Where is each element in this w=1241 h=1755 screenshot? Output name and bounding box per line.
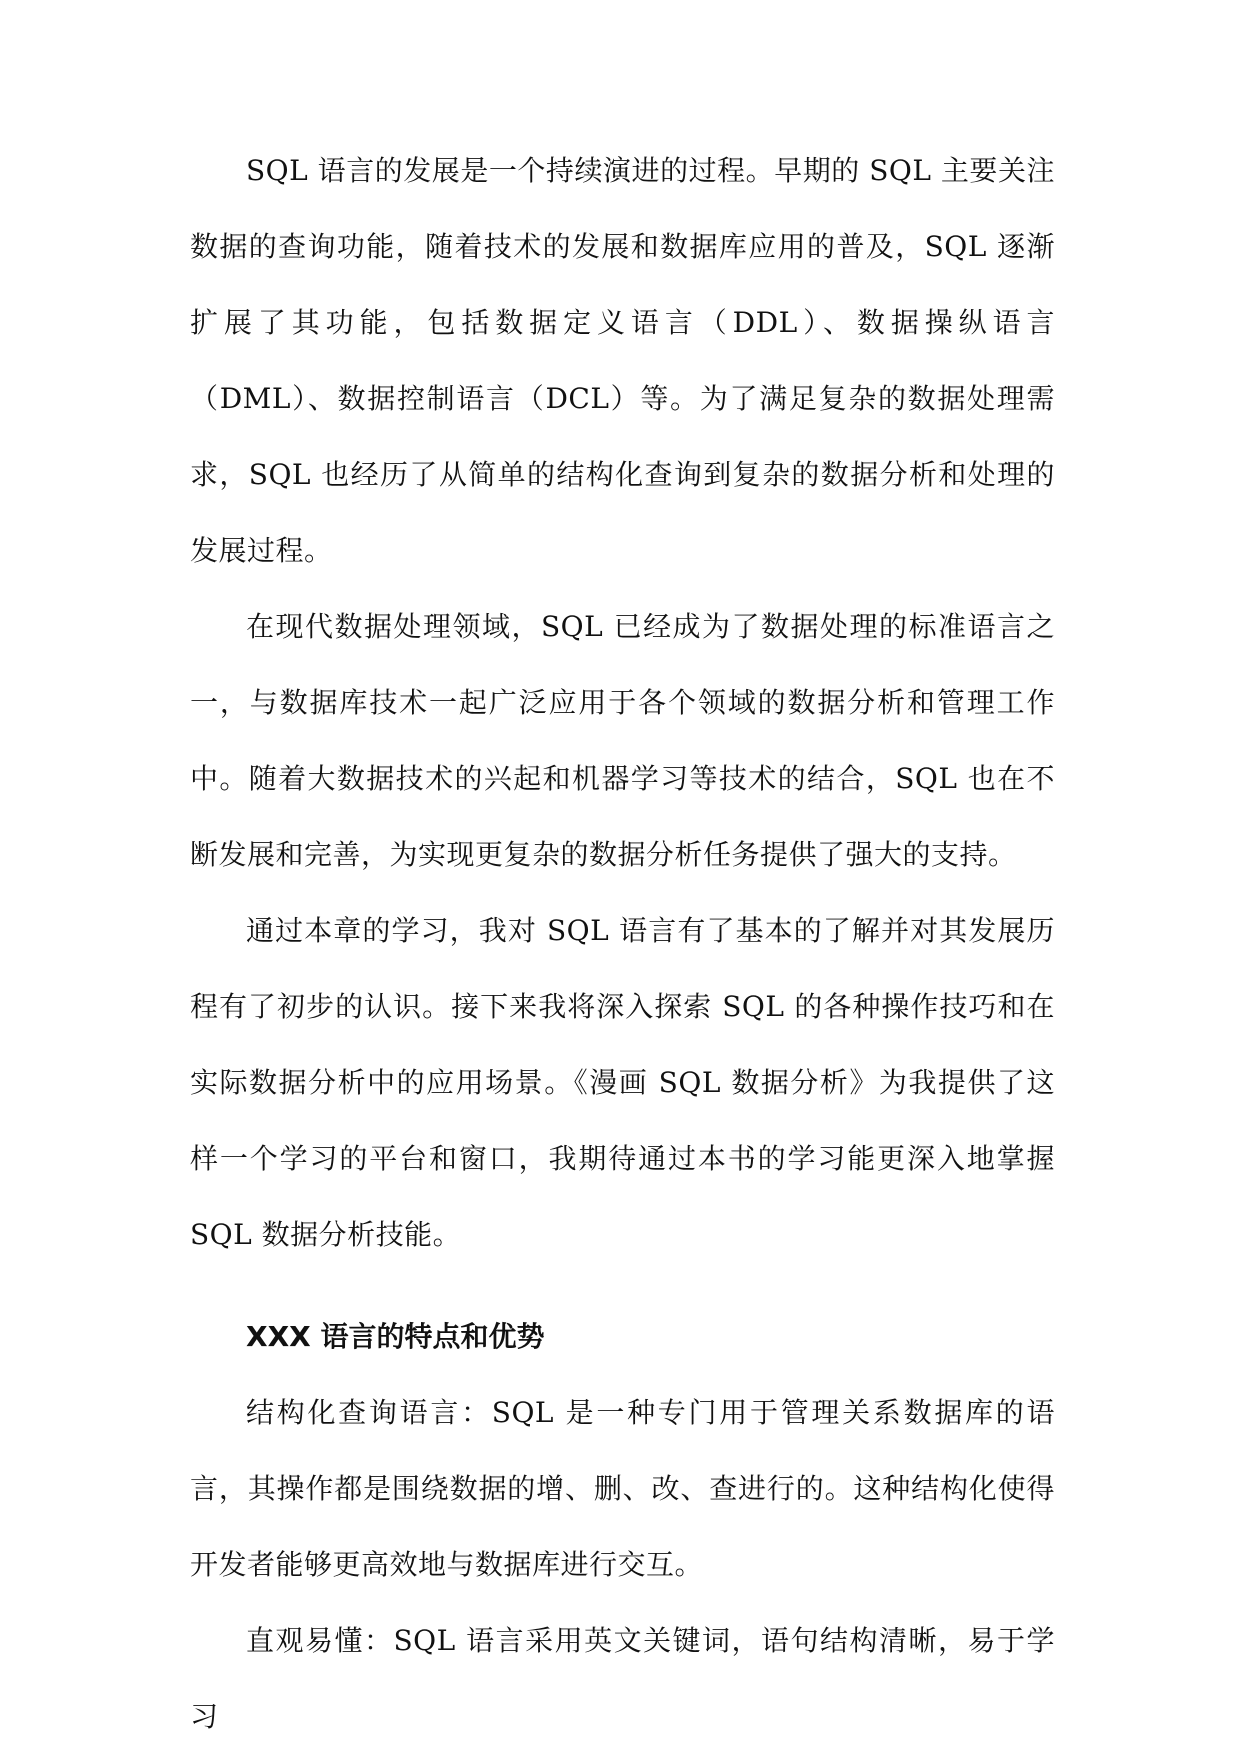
paragraph-intuitive: 直观易懂：SQL 语言采用英文关键词，语句结构清晰，易于学习 <box>190 1624 1055 1733</box>
paragraph-structured-query: 结构化查询语言：SQL 是一种专门用于管理关系数据库的语言，其操作都是围绕数据的增、删、改、查进行的。这种结构化使得开发者能够更高效地与数据库进行交互。 <box>190 1396 1055 1581</box>
paragraph-modern-sql: 在现代数据处理领域，SQL 已经成为了数据处理的标准语言之一，与数据库技术一起广泛应用于各个领域的数据分析和管理工作中。随着大数据技术的兴起和机器学习等技术的结合，SQL 也在不断发展和完善，为实现更复杂的数据分析任务提供了强大的支持。 <box>190 610 1055 871</box>
section-heading: XXX 语言的特点和优势 <box>246 1320 545 1353</box>
paragraph-chapter-summary: 通过本章的学习，我对 SQL 语言有了基本的了解并对其发展历程有了初步的认识。接下来我将深入探索 SQL 的各种操作技巧和在实际数据分析中的应用场景。《漫画 SQL 数据分析》为我提供了这样一个学习的平台和窗口，我期待通过本书的学习能更深入地掌握 SQL 数据分析技能。 <box>190 914 1055 1251</box>
paragraph-sql-evolution: SQL 语言的发展是一个持续演进的过程。早期的 SQL 主要关注数据的查询功能，随着技术的发展和数据库应用的普及，SQL 逐渐扩展了其功能，包括数据定义语言（DDL）、数据操纵语言（DML）、数据控制语言（DCL）等。为了满足复杂的数据处理需求，SQL 也经历了从简单的结构化查询到复杂的数据分析和处理的发展过程。 <box>190 154 1055 567</box>
